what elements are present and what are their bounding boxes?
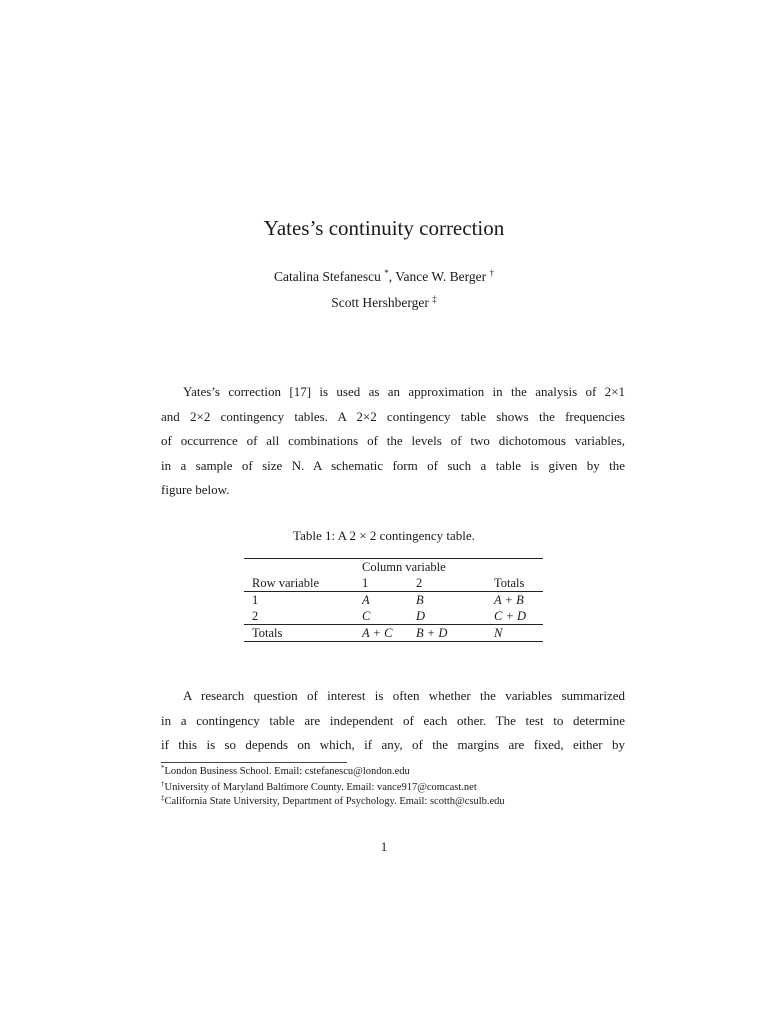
table-cell: A + B — [494, 593, 524, 607]
paragraph-line: A research question of interest is often whether the variables summarized — [183, 688, 625, 703]
author-name: Catalina Stefanescu — [274, 269, 381, 284]
table-cell: A — [362, 593, 370, 607]
table-cell: Totals — [252, 626, 283, 640]
author-name: Vance W. Berger — [395, 269, 487, 284]
table-cell: 2 — [252, 609, 259, 623]
paragraph-line: Yates’s correction [17] is used as an approximation in the analysis of 2×1 — [183, 384, 625, 399]
footnote-mark: * — [161, 764, 165, 772]
footnote-mark: ‡ — [161, 794, 165, 802]
table-header-row — [244, 575, 543, 591]
paragraph-line: in a contingency table are independent of each other. The test to determine — [161, 712, 625, 728]
table-row — [244, 592, 543, 608]
footnote — [161, 780, 477, 793]
footnote-mark: ‡ — [432, 294, 437, 304]
paragraph-line: in a sample of size N. A schematic form of such a table is given by the — [161, 457, 625, 473]
author-line-1 — [0, 268, 768, 285]
footnote — [161, 764, 410, 777]
table-caption: Table 1: A 2 × 2 contingency table. — [293, 528, 475, 543]
author-name: Scott Hershberger — [331, 295, 429, 310]
table-row — [244, 608, 543, 624]
paper-title: Yates’s continuity correction — [263, 216, 505, 240]
table-cell: 1 — [252, 593, 259, 607]
footnote-text: California State University, Department of Psychology. Email: scotth@csulb.edu — [164, 796, 505, 807]
table-cell: N — [494, 626, 503, 640]
table-cell: D — [416, 609, 426, 623]
author-line-2 — [0, 294, 768, 311]
paragraph-line: figure below. — [161, 482, 230, 498]
table-bottom-rule — [244, 641, 543, 642]
footnote — [161, 794, 505, 807]
footnote-mark: † — [161, 780, 165, 788]
footnote-text: University of Maryland Baltimore County. Email: vance917@comcast.net — [164, 782, 477, 793]
table-header-group-row — [244, 559, 543, 575]
table-cell: C + D — [494, 609, 527, 623]
body-paragraph-1 — [161, 380, 625, 503]
contingency-table — [244, 558, 543, 642]
table-cell: B + D — [416, 626, 448, 640]
body-paragraph-2 — [161, 684, 625, 758]
author-separator: , — [388, 269, 393, 284]
column-group-header: Column variable — [362, 560, 446, 574]
paragraph-line: if this is so depends on which, if any, of the margins are fixed, either by — [161, 737, 625, 753]
footnote-text: London Business School. Email: cstefanescu@london.edu — [164, 766, 410, 777]
column-header: Totals — [494, 576, 525, 590]
page-number: 1 — [380, 839, 388, 854]
table-cell: C — [362, 609, 371, 623]
footnote-rule — [161, 762, 347, 763]
paragraph-line: and 2×2 contingency tables. A 2×2 contingency table shows the frequencies — [161, 408, 625, 424]
table-totals-row — [244, 625, 543, 641]
table-cell: B — [416, 593, 424, 607]
column-header: 1 — [362, 576, 369, 590]
table-cell: A + C — [362, 626, 393, 640]
paragraph-line: of occurrence of all combinations of the levels of two dichotomous variables, — [161, 433, 625, 449]
column-header: 2 — [416, 576, 423, 590]
footnote-mark: † — [489, 268, 494, 278]
column-header: Row variable — [252, 576, 319, 590]
footnote-mark: * — [384, 268, 389, 278]
